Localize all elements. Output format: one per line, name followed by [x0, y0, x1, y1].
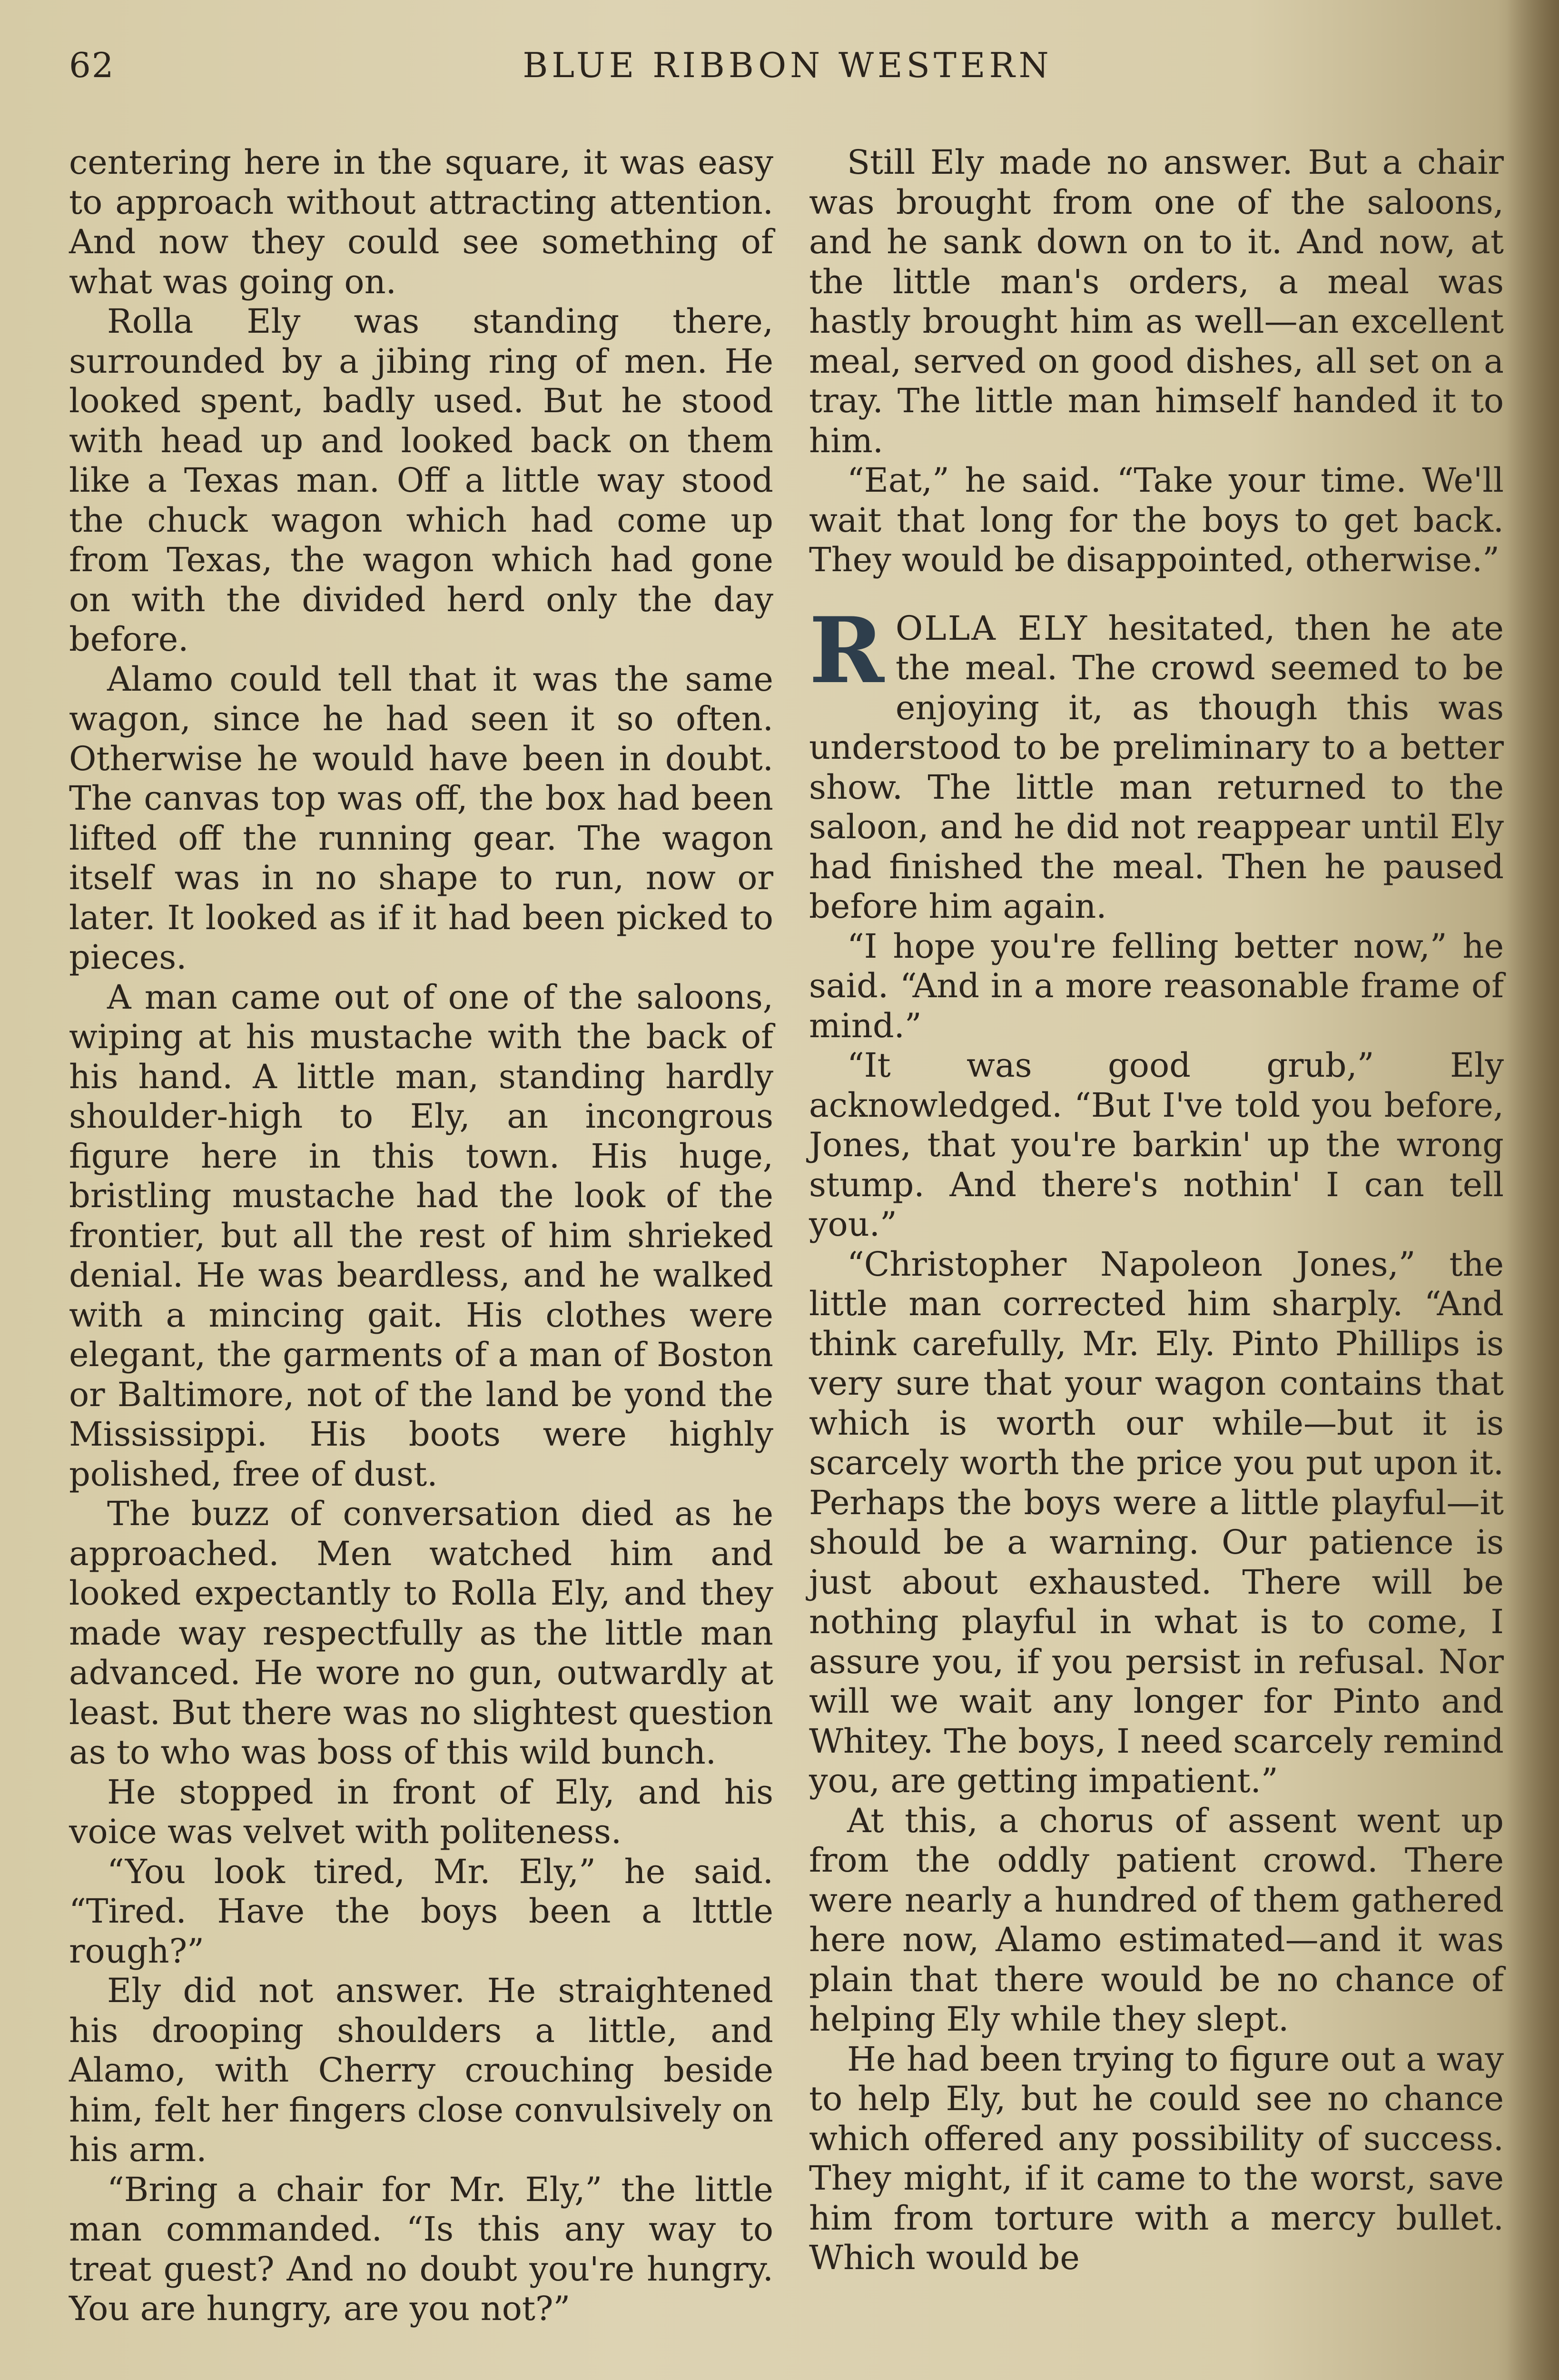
paragraph: “Bring a chair for Mr. Ely,” the little man commanded. “Is this any way to treat guest? And no doubt you're hungry. You are hungry, are you not?” — [69, 2170, 773, 2328]
paragraph: “Eat,” he said. “Take your time. We'll wait that long for the boys to get back. They would be disappointed, otherwise.” — [809, 461, 1504, 579]
drop-cap: R — [809, 597, 884, 704]
paragraph: He had been trying to figure out a way to help Ely, but he could see no chance which offered any possibility of success. They might, if it came to the worst, save him from torture with a mercy bullet. Which would be — [809, 2039, 1504, 2277]
page-number: 62 — [69, 45, 115, 85]
paragraph-text: hesitated, then he ate the meal. The crowd seemed to be enjoying it, as though this was understood to be preliminary to a better show. The little man returned to the saloon, and he did not reappear until Ely had finished the meal. Then he paused before him again. — [809, 608, 1504, 926]
paragraph: Alamo could tell that it was the same wagon, since he had seen it so often. Otherwise he would have been in doubt. The canvas top was off, the box had been lifted off the running gear. The wagon itself was in no shape to run, now or later. It looked as if it had been picked to pieces. — [69, 659, 773, 977]
right-column — [809, 143, 1504, 2278]
paragraph: A man came out of one of the saloons, wiping at his mustache with the back of his hand. A little man, standing hardly shoulder-high to Ely, an incongrous figure here in this town. His huge, bristling mustache had the look of the frontier, but all the rest of him shrieked denial. He was beardless, and he walked with a mincing gait. His clothes were elegant, the garments of a man of Boston or Baltimore, not of the land be yond the Mississippi. His boots were highly polished, free of dust. — [69, 977, 773, 1494]
paragraph: “It was good grub,” Ely acknowledged. “But I've told you before, Jones, that you're barkin' up the wrong stump. And there's nothin' I can tell you.” — [809, 1046, 1504, 1244]
left-column — [69, 143, 773, 2329]
paragraph: “I hope you're felling better now,” he said. “And in a more reasonable frame of mind.” — [809, 926, 1504, 1045]
paragraph: centering here in the square, it was easy to approach without attracting attention. And now they could see something of what was going on. — [69, 143, 773, 301]
section-opening-paragraph — [809, 597, 1504, 927]
small-caps-lead: OLLA ELY — [895, 608, 1089, 648]
paragraph: “Christopher Napoleon Jones,” the little man corrected him sharply. “And think carefully, Mr. Ely. Pinto Phillips is very sure that your wagon contains that which is worth our while—but it is scarcely worth the price you put upon it. Perhaps the boys were a little playful—it should be a warning. Our patience is just about exhausted. There will be nothing playful in what is to come, I assure you, if you persist in refusal. Nor will we wait any longer for Pinto and Whitey. The boys, I need scarcely remind you, are getting impatient.” — [809, 1244, 1504, 1800]
paragraph: Still Ely made no answer. But a chair was brought from one of the saloons, and he sank down on to it. And now, at the little man's orders, a meal was hastly brought him as well—an excellent meal, served on good dishes, all set on a tray. The little man himself handed it to him. — [809, 143, 1504, 460]
paragraph: Ely did not answer. He straightened his drooping shoulders a little, and Alamo, with Cherry crouching beside him, felt her fingers close convulsively on his arm. — [69, 1971, 773, 2169]
paragraph: Rolla Ely was standing there, surrounded by a jibing ring of men. He looked spent, badly used. But he stood with head up and looked back on them like a Texas man. Off a little way stood the chuck wagon which had come up from Texas, the wagon which had gone on with the divided herd only the day before. — [69, 302, 773, 659]
paragraph: At this, a chorus of assent went up from the oddly patient crowd. There were nearly a hundred of them gathered here now, Alamo estimated—and it was plain that there would be no chance of helping Ely while they slept. — [809, 1801, 1504, 2039]
paragraph: The buzz of conversation died as he approached. Men watched him and looked expectantly to Rolla Ely, and they made way respectfully as the little man advanced. He wore no gun, outwardly at least. But there was no slightest question as to who was boss of this wild bunch. — [69, 1494, 773, 1772]
paragraph: “You look tired, Mr. Ely,” he said. “Tired. Have the boys been a ltttle rough?” — [69, 1852, 773, 1971]
paragraph: He stopped in front of Ely, and his voice was velvet with politeness. — [69, 1772, 773, 1851]
running-title: BLUE RIBBON WESTERN — [523, 45, 1053, 85]
page-header — [69, 45, 1506, 98]
